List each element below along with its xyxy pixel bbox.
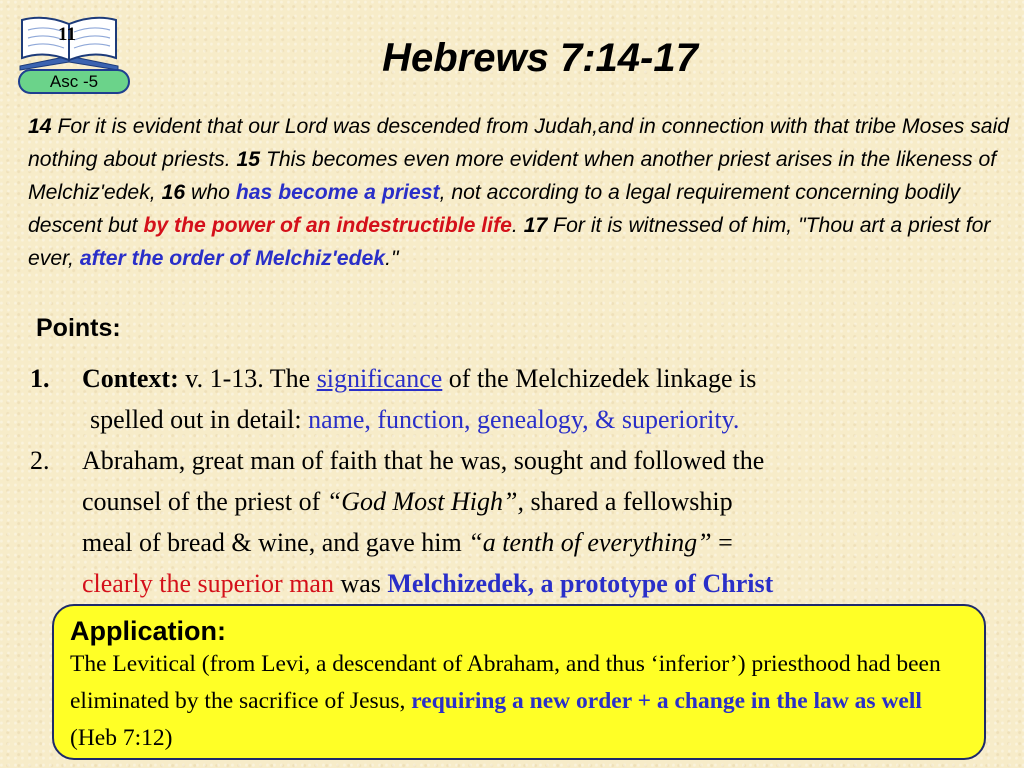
verse-number-14: 14 xyxy=(28,115,52,138)
verse-number-17: 17 xyxy=(523,214,548,237)
points-list xyxy=(30,358,1010,604)
point-2-quote-tenth: “a tenth of everything” xyxy=(468,528,712,557)
verse-number-16: 16 xyxy=(161,181,186,204)
verse-16-highlight-life: by the power of an indestructible life xyxy=(143,214,512,237)
application-highlight-new-order: requiring a new order xyxy=(411,688,632,714)
point-1-line-2-text: spelled out in detail: xyxy=(90,405,309,434)
point-2-line-4 xyxy=(30,563,1010,604)
point-1-highlight: name, function, genealogy, & superiority. xyxy=(308,405,740,434)
point-2 xyxy=(30,440,1010,481)
point-1-line-2 xyxy=(30,399,1010,440)
point-2-blue-text: Melchizedek, a prototype of Christ xyxy=(387,569,774,598)
point-1-label: Context: xyxy=(82,364,179,393)
point-2-was: was xyxy=(333,569,388,598)
significance-link[interactable]: significance xyxy=(316,364,443,393)
verse-16-text-a: who xyxy=(185,181,236,204)
verse-number-15: 15 xyxy=(236,148,261,171)
point-2-line-2-text-a: counsel of the priest of xyxy=(82,487,327,516)
point-2-line-3-text-b: = xyxy=(711,528,733,557)
points-heading: Points: xyxy=(36,314,121,342)
verse-17-end: ." xyxy=(385,247,399,270)
application-heading: Application: xyxy=(70,616,226,646)
verse-17-text: For it is witnessed of him, "Thou art a priest for ever, xyxy=(28,214,991,270)
point-2-number: 2. xyxy=(30,446,50,475)
application-reference: (Heb 7:12) xyxy=(70,725,173,751)
point-2-line-2 xyxy=(30,481,1010,522)
application-box xyxy=(52,604,986,760)
verse-16-highlight-priest: has become a priest xyxy=(235,181,440,204)
point-1-text-b: of the Melchizedek linkage is xyxy=(442,364,757,393)
point-2-line-3-text-a: meal of bread & wine, and gave him xyxy=(82,528,469,557)
verse-15-text: This becomes even more evident when another priest arises in the likeness of Melchiz'edek, xyxy=(28,148,997,204)
point-1-text-a: v. 1-13. The xyxy=(178,364,317,393)
point-2-line-2-text-b: shared a fellowship xyxy=(523,487,733,516)
application-plus: + xyxy=(631,688,657,714)
ascension-badge: Asc -5 xyxy=(18,69,130,94)
application-body xyxy=(70,646,968,757)
point-1 xyxy=(30,358,1010,399)
verse-16-text-b: , not according to a legal requirement concerning bodily descent but xyxy=(28,181,961,237)
slide-number: 11 xyxy=(58,24,76,45)
scripture-passage xyxy=(28,110,1012,275)
application-highlight-law: a change in the law as well xyxy=(656,688,922,714)
verse-16-text-c: . xyxy=(511,214,524,237)
point-2-quote-god-most-high: “God Most High”, xyxy=(326,487,524,516)
application-text: The Levitical (from Levi, a descendant of Abraham, and thus ‘inferior’) priesthood had been eliminated by the sacrifice of Jesus, xyxy=(70,651,941,714)
point-1-number: 1. xyxy=(30,364,50,393)
point-2-line-3 xyxy=(30,522,1010,563)
verse-14-text: For it is evident that our Lord was descended from Judah,and in connection with that tribe Moses said nothing about priests. xyxy=(28,115,1010,171)
verse-17-highlight-order: after the order of Melchiz'edek xyxy=(79,247,386,270)
point-2-line-1: Abraham, great man of faith that he was, sought and followed the xyxy=(82,446,765,475)
point-2-red-text: clearly the superior man xyxy=(82,569,334,598)
page-title: Hebrews 7:14-17 xyxy=(382,36,698,80)
